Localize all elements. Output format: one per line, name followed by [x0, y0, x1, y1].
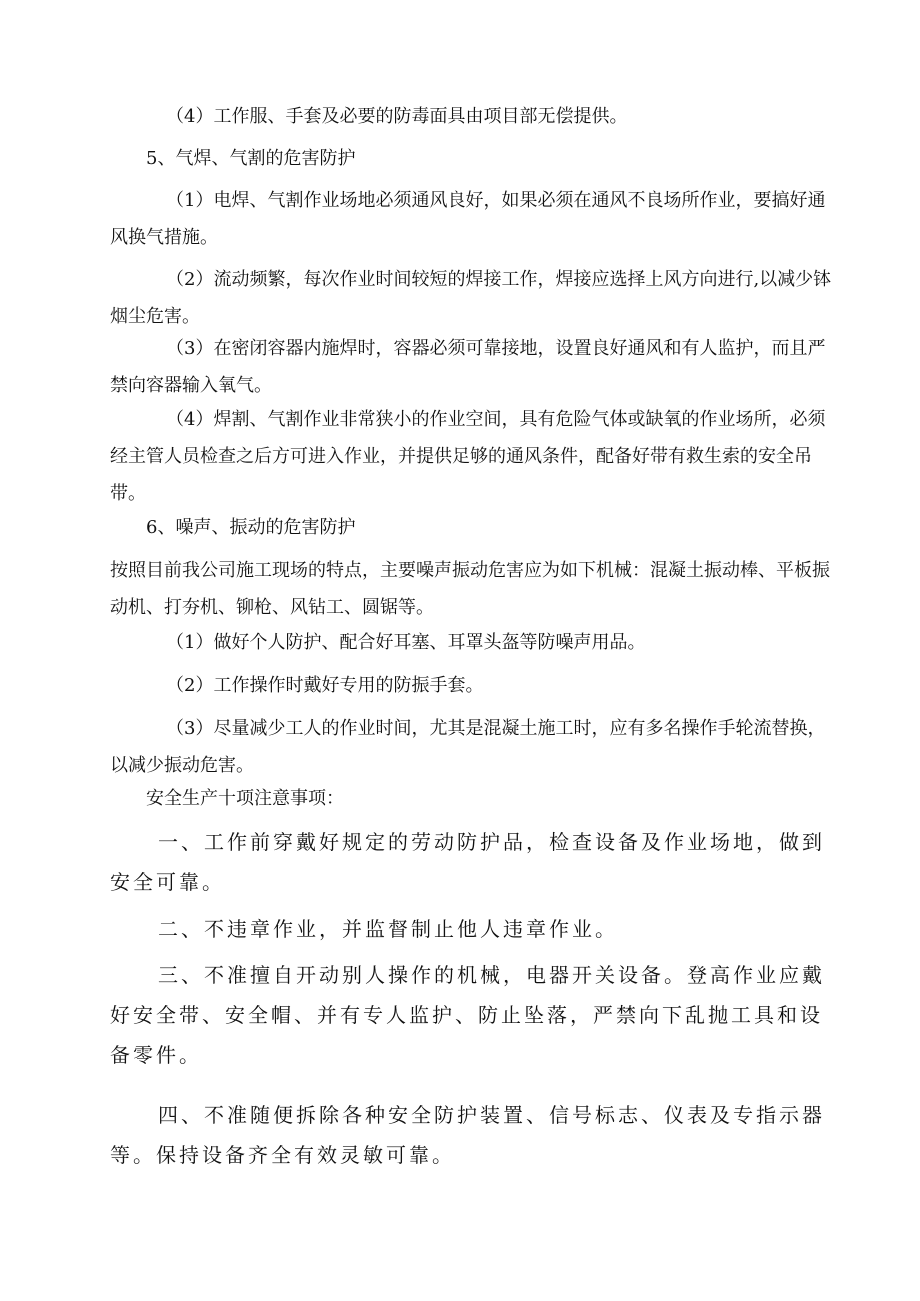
- safety-item-one: 一、工作前穿戴好规定的劳动防护品，检查设备及作业场地，做到安全可靠。: [110, 830, 825, 894]
- paragraph-personal-protection: （1）做好个人防护、配合好耳塞、耳罩头盔等防噪声用品。: [166, 632, 646, 653]
- safety-item-two: 二、不违章作业，并监督制止他人违章作业。: [158, 917, 618, 941]
- paragraph-welding-ventilation: （1）电焊、气割作业场地必须通风良好，如果必须在通风不良场所作业，要搞好通风换气措施。: [110, 190, 826, 248]
- heading-noise-vibration: 6、噪声、振动的危害防护: [146, 517, 356, 538]
- safety-item-three: 三、不准擅自开动别人操作的机械，电器开关设备。登高作业应戴好安全带、安全帽、并有专人监护、防止坠落，严禁向下乱抛工具和设备零件。: [110, 963, 825, 1067]
- paragraph-anti-vibration-gloves: （2）工作操作时戴好专用的防振手套。: [166, 675, 484, 696]
- paragraph-reduce-work-time: （3）尽量减少工人的作业时间，尤其是混凝土施工时，应有多名操作手轮流替换，以减少振动危害。: [110, 718, 826, 776]
- heading-welding-protection: 5、气焊、气割的危害防护: [146, 148, 356, 169]
- paragraph-work-clothes: （4）工作服、手套及必要的防毒面具由项目部无偿提供。: [166, 106, 628, 127]
- paragraph-confined-space: （4）焊割、气割作业非常狭小的作业空间，具有危险气体或缺氧的作业场所，必须经主管人员检查之后方可进入作业，并提供足够的通风条件，配备好带有救生索的安全吊带。: [110, 409, 826, 504]
- paragraph-upwind-welding: （2）流动频繁，每次作业时间较短的焊接工作，焊接应选择上风方向进行,以减少钵烟尘危害。: [110, 269, 832, 327]
- safety-item-four: 四、不准随便拆除各种安全防护装置、信号标志、仪表及专指示器等。保持设备齐全有效灵敏可靠。: [110, 1103, 825, 1167]
- paragraph-closed-container: （3）在密闭容器内施焊时，容器必须可靠接地，设置良好通风和有人监护，而且严禁向容器输入氧气。: [110, 338, 826, 396]
- paragraph-noise-machines: 按照目前我公司施工现场的特点，主要噪声振动危害应为如下机械：混凝土振动棒、平板振动机、打夯机、铆枪、风钻工、圆锯等。: [110, 560, 830, 618]
- heading-ten-safety-items: 安全生产十项注意事项：: [146, 788, 344, 809]
